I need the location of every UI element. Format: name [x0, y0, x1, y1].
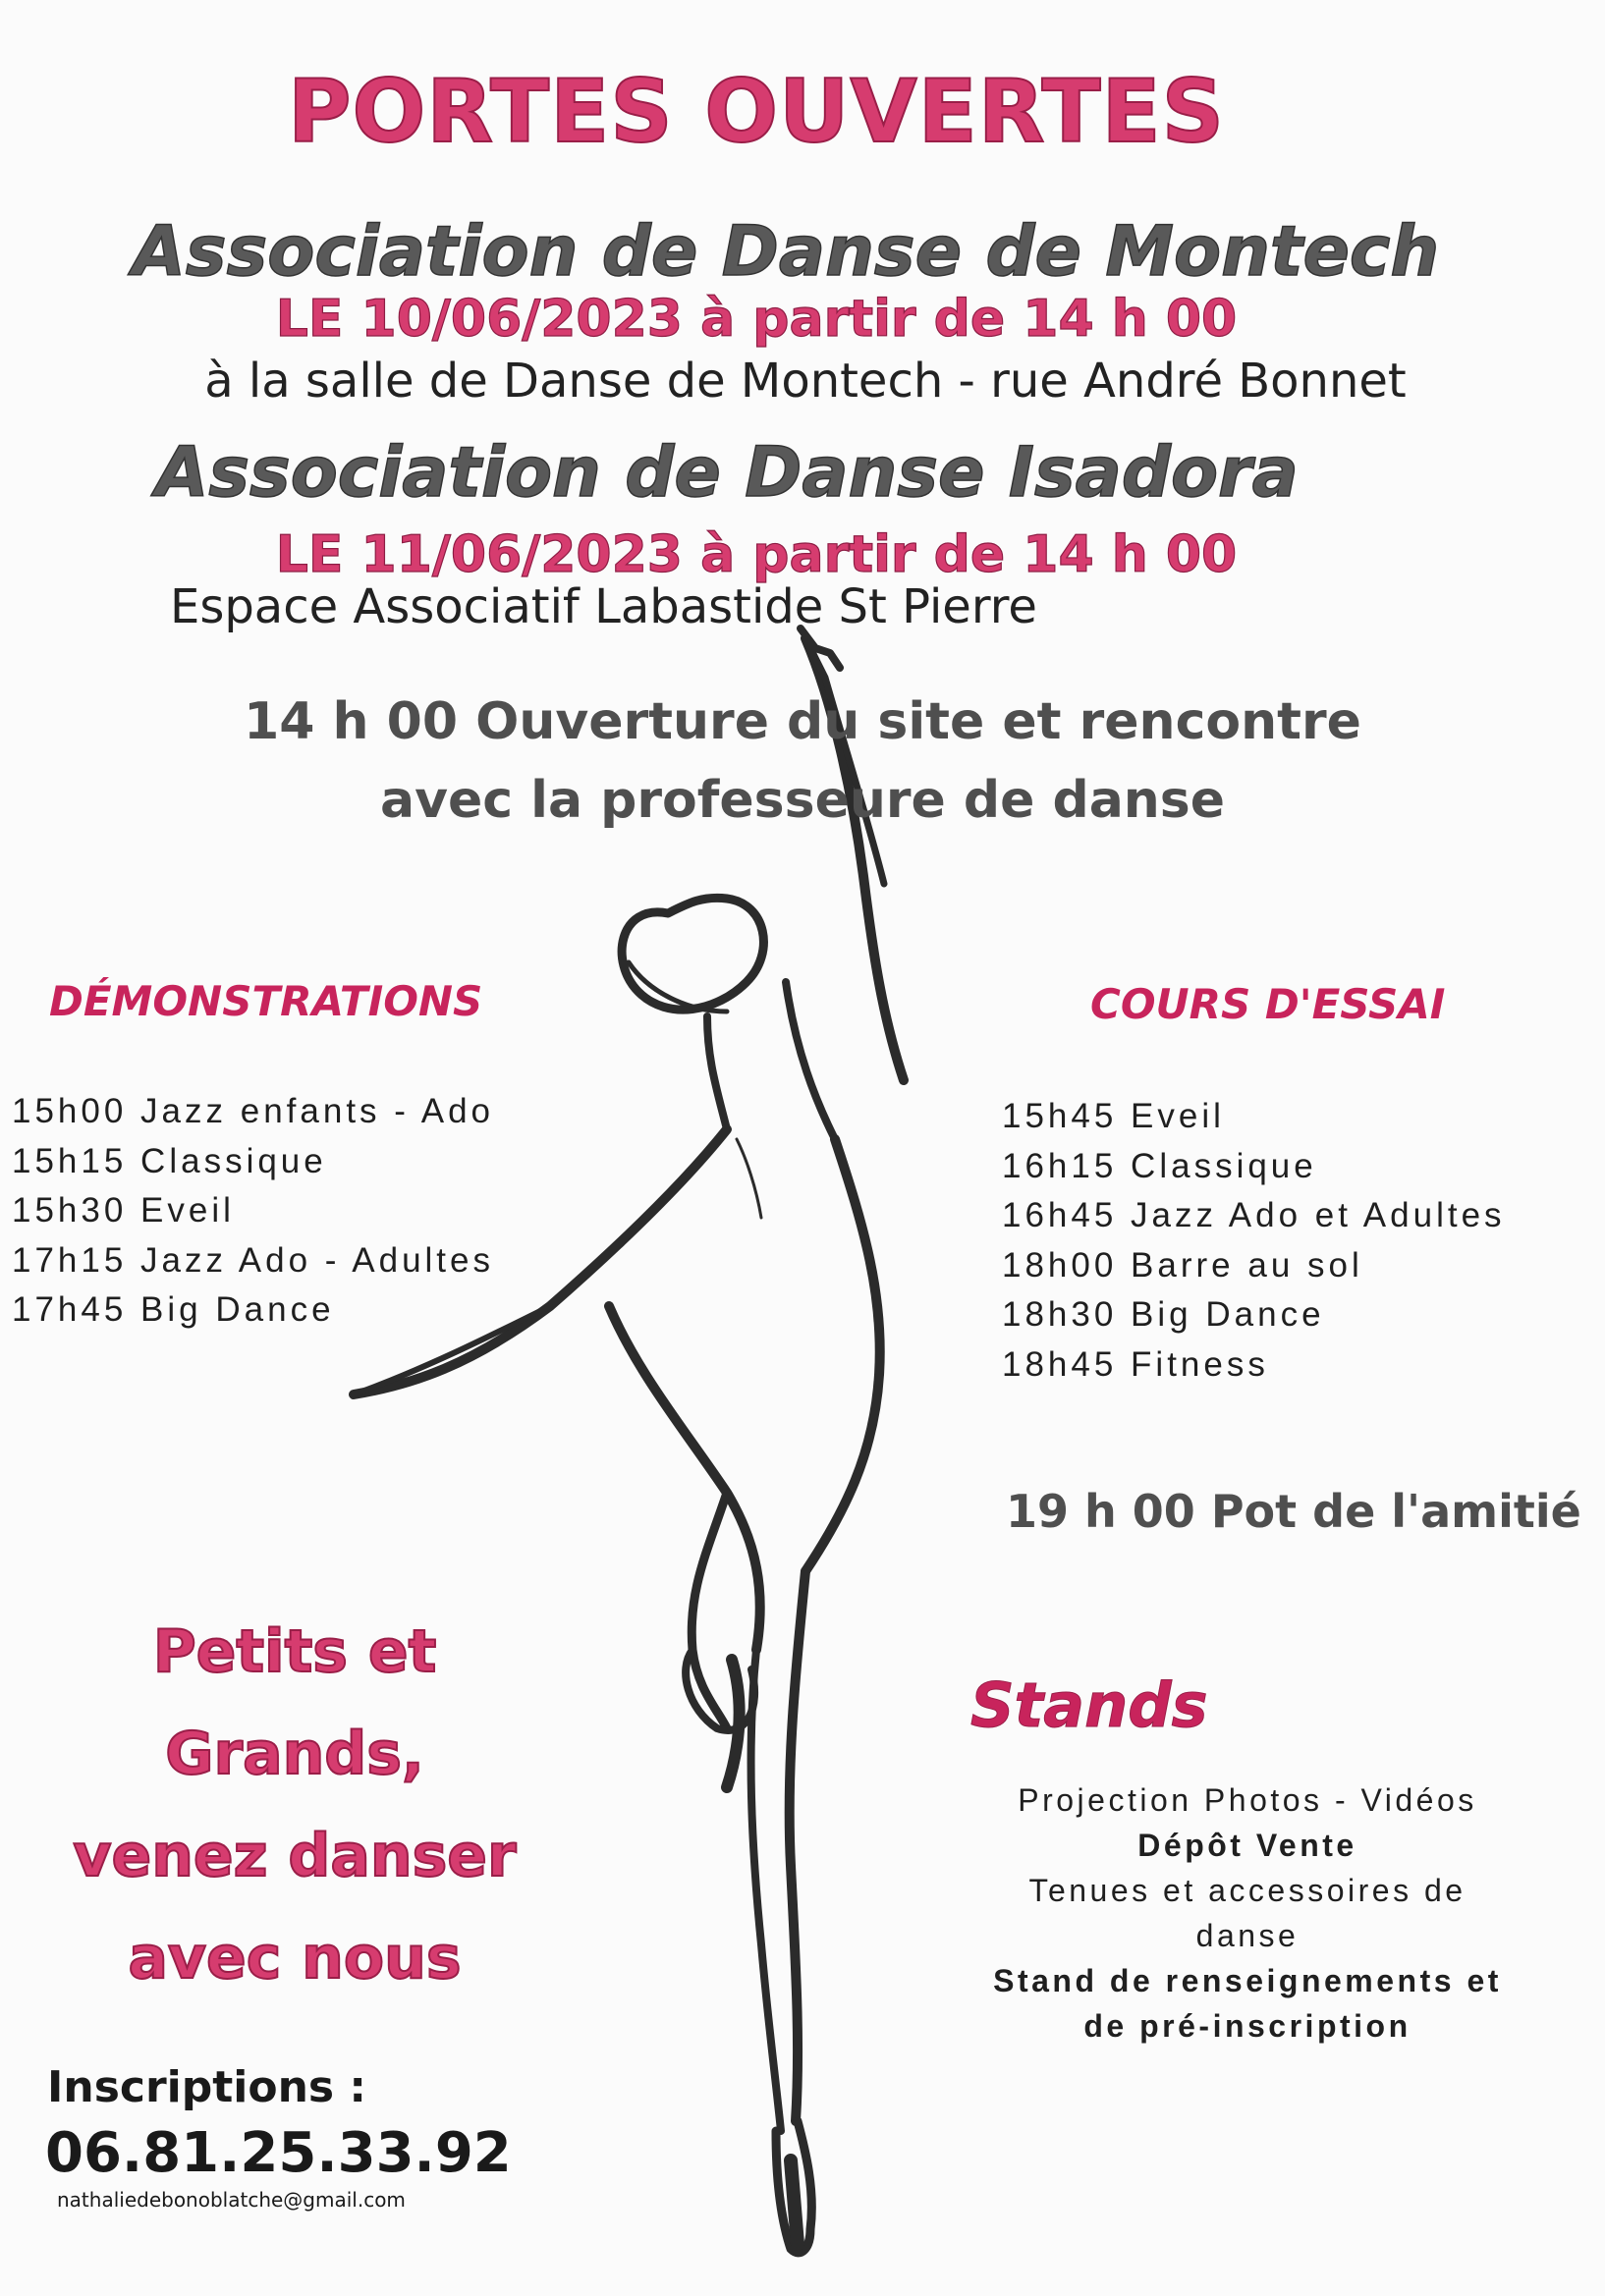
- list-item: 18h45 Fitness: [1002, 1344, 1269, 1384]
- place-montech: à la salle de Danse de Montech - rue André Bonnet: [204, 354, 1407, 409]
- demonstrations-heading: DÉMONSTRATIONS: [49, 977, 483, 1025]
- slogan-line: Petits et: [152, 1617, 437, 1686]
- demonstrations-list: [12, 1087, 494, 1336]
- list-item: 17h15 Jazz Ado - Adultes: [12, 1240, 494, 1280]
- page-title: PORTES OUVERTES: [287, 61, 1226, 162]
- opening-line-2: avec la professeure de danse: [379, 771, 1226, 830]
- opening-line-1: 14 h 00 Ouverture du site et rencontre: [244, 692, 1361, 751]
- association-isadora: Association de Danse Isadora: [155, 432, 1299, 513]
- list-item: 18h00 Barre au sol: [1002, 1245, 1363, 1285]
- association-montech: Association de Danse de Montech: [132, 211, 1440, 292]
- list-item: 18h30 Big Dance: [1002, 1295, 1325, 1334]
- email-address: nathaliedebonoblatche@gmail.com: [57, 2188, 406, 2212]
- stands-line: Stand de renseignements et: [993, 1963, 1502, 1998]
- list-item: 16h45 Jazz Ado et Adultes: [1002, 1196, 1506, 1234]
- stands-line: Dépôt Vente: [1137, 1828, 1357, 1863]
- stands-heading: Stands: [970, 1669, 1208, 1741]
- stands-line: Tenues et accessoires de: [1028, 1873, 1467, 1908]
- slogan-line: venez danser: [73, 1822, 517, 1890]
- inscriptions-label: Inscriptions :: [47, 2062, 367, 2112]
- list-item: 17h45 Big Dance: [12, 1290, 335, 1329]
- list-item: 15h15 Classique: [12, 1141, 327, 1180]
- place-isadora: Espace Associatif Labastide St Pierre: [170, 579, 1037, 634]
- list-item: 16h15 Classique: [1002, 1146, 1317, 1185]
- phone-number: 06.81.25.33.92: [45, 2121, 512, 2185]
- slogan-line: Grands,: [165, 1720, 424, 1788]
- trial-classes-heading: COURS D'ESSAI: [1090, 980, 1446, 1028]
- list-item: 15h30 Eveil: [12, 1191, 235, 1230]
- date-isadora: LE 11/06/2023 à partir de 14 h 00: [275, 525, 1238, 584]
- slogan: [20, 1601, 570, 2009]
- stands-line: de pré-inscription: [1083, 2008, 1411, 2044]
- trial-classes-list: [1002, 1092, 1506, 1390]
- slogan-line: avec nous: [128, 1924, 462, 1993]
- list-item: 15h00 Jazz enfants - Ado: [12, 1092, 494, 1130]
- list-item: 15h45 Eveil: [1002, 1097, 1225, 1135]
- stands-line: danse: [1195, 1918, 1300, 1953]
- stands-line: Projection Photos - Vidéos: [1018, 1782, 1477, 1818]
- friendship-drink: 19 h 00 Pot de l'amitié: [1006, 1485, 1581, 1538]
- date-montech: LE 10/06/2023 à partir de 14 h 00: [275, 290, 1238, 349]
- stands-details: [943, 1777, 1552, 2049]
